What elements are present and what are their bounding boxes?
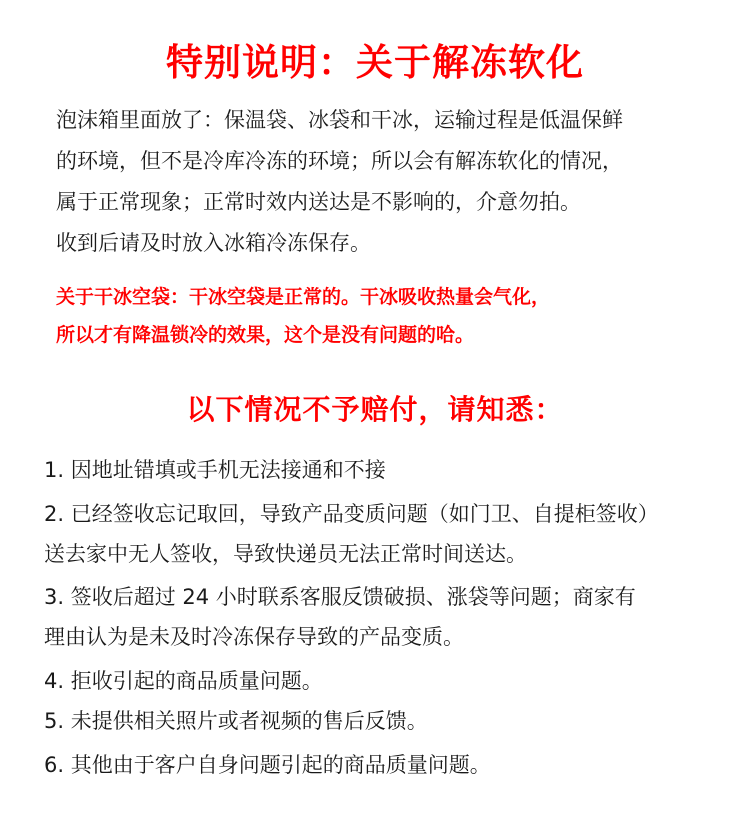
intro-line: 的环境，但不是冷库冷冻的环境；所以会有解冻软化的情况， xyxy=(56,149,623,173)
exclusion-item: 5. 未提供相关照片或者视频的售后反馈。 xyxy=(44,709,428,733)
page-title: 特别说明：关于解冻软化 xyxy=(166,41,584,84)
exclusion-item: 4. 拒收引起的商品质量问题。 xyxy=(44,669,323,693)
intro-line: 收到后请及时放入冰箱冷冻保存。 xyxy=(56,231,371,255)
intro-line: 泡沫箱里面放了：保温袋、冰袋和干冰，运输过程是低温保鲜 xyxy=(56,108,623,132)
exclusions-title: 以下情况不予赔付，请知悉： xyxy=(186,393,564,426)
exclusion-item: 2. 已经签收忘记取回，导致产品变质问题（如门卫、自提柜签收） xyxy=(44,502,659,526)
dry-ice-note-line: 关于干冰空袋：干冰空袋是正常的。干冰吸收热量会气化， xyxy=(56,286,551,308)
exclusion-item: 理由认为是未及时冷冻保存导致的产品变质。 xyxy=(44,625,464,649)
dry-ice-note-line: 所以才有降温锁冷的效果，这个是没有问题的哈。 xyxy=(56,324,475,346)
exclusion-item: 6. 其他由于客户自身问题引起的商品质量问题。 xyxy=(44,753,491,777)
exclusion-item: 1. 因地址错填或手机无法接通和不接 xyxy=(44,458,386,482)
exclusion-item: 3. 签收后超过 24 小时联系客服反馈破损、涨袋等问题；商家有 xyxy=(44,585,636,609)
intro-line: 属于正常现象；正常时效内送达是不影响的，介意勿拍。 xyxy=(56,190,581,214)
exclusion-item: 送去家中无人签收，导致快递员无法正常时间送达。 xyxy=(44,542,527,566)
